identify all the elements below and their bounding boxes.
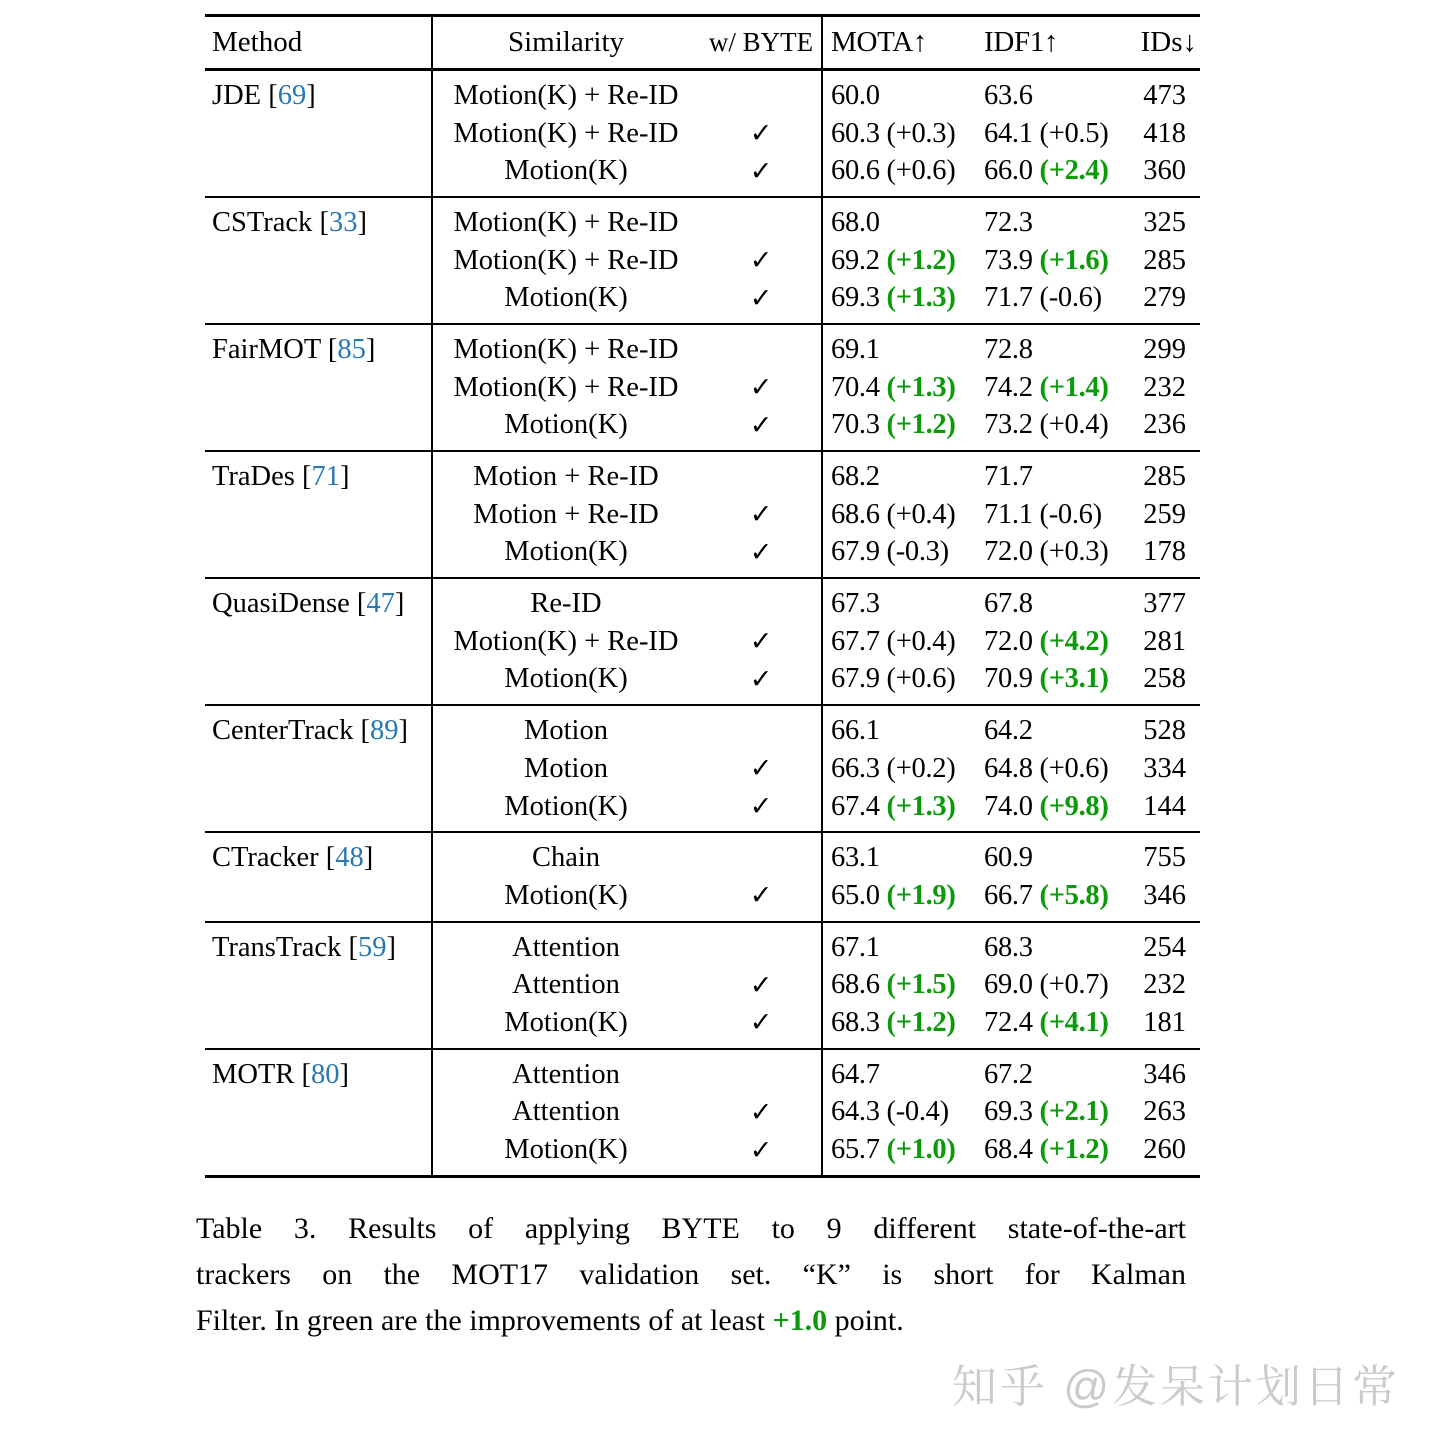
mota-cell xyxy=(822,207,975,239)
citation-ref: 33 xyxy=(328,206,358,238)
idf1-value: 64.1 xyxy=(984,117,1033,149)
ids-cell: 285 xyxy=(1143,461,1186,493)
col-header-method: Method xyxy=(212,26,303,58)
mota-cell xyxy=(822,842,975,874)
idf1-value: 66.7 xyxy=(984,879,1033,911)
idf1-cell xyxy=(975,842,1135,874)
ids-cell: 263 xyxy=(1143,1096,1186,1128)
checkmark-icon: ✓ xyxy=(749,1096,773,1127)
caption-green-value: +1.0 xyxy=(772,1304,828,1337)
idf1-delta: (+2.4) xyxy=(1039,155,1109,187)
idf1-cell xyxy=(975,207,1135,239)
mota-delta: (+1.2) xyxy=(886,1006,956,1038)
idf1-cell xyxy=(975,536,1135,568)
idf1-cell xyxy=(975,1007,1135,1039)
idf1-cell xyxy=(975,588,1135,620)
similarity-cell: Motion(K) xyxy=(504,879,628,911)
checkmark-icon: ✓ xyxy=(749,536,773,567)
citation-bracket: [ xyxy=(353,715,371,747)
idf1-value: 72.4 xyxy=(984,1006,1033,1038)
mota-delta: (+1.3) xyxy=(886,371,956,403)
caption-line: Table 3. Results of applying BYTE to 9 different state-of-the-art xyxy=(196,1212,1186,1245)
idf1-value: 71.7 xyxy=(984,461,1033,493)
byte-cell xyxy=(700,118,822,149)
citation-ref: 59 xyxy=(357,931,387,963)
ids-cell: 258 xyxy=(1143,663,1186,695)
idf1-cell xyxy=(975,1096,1135,1128)
mota-value: 66.1 xyxy=(831,715,880,747)
mota-cell xyxy=(822,932,975,964)
col-header-ids: IDs↓ xyxy=(1140,26,1197,58)
idf1-value: 69.3 xyxy=(984,1096,1033,1128)
column-divider-byte xyxy=(821,17,823,1175)
idf1-cell xyxy=(975,499,1135,531)
mota-value: 67.3 xyxy=(831,588,880,620)
checkmark-icon: ✓ xyxy=(749,1007,773,1038)
method-name: MOTR xyxy=(212,1058,295,1090)
mota-value: 60.0 xyxy=(831,79,880,111)
idf1-value: 68.3 xyxy=(984,931,1033,963)
citation-bracket: ] xyxy=(363,842,374,874)
method-group xyxy=(205,579,1200,706)
mota-cell xyxy=(822,536,975,568)
ids-cell: 279 xyxy=(1143,282,1186,314)
idf1-value: 63.6 xyxy=(984,79,1033,111)
checkmark-icon: ✓ xyxy=(749,282,773,313)
mota-value: 68.2 xyxy=(831,461,880,493)
method-group xyxy=(205,1050,1200,1175)
ids-cell: 360 xyxy=(1143,155,1186,187)
similarity-cell: Motion + Re-ID xyxy=(473,498,659,530)
method-cell xyxy=(205,588,432,620)
idf1-cell xyxy=(975,791,1135,823)
method-cell xyxy=(205,1059,432,1091)
idf1-cell xyxy=(975,715,1135,747)
byte-cell xyxy=(700,283,822,314)
ids-cell: 346 xyxy=(1143,1058,1186,1090)
idf1-value: 66.0 xyxy=(984,155,1033,187)
similarity-cell: Motion(K) xyxy=(504,155,628,187)
similarity-cell: Motion(K) xyxy=(504,663,628,695)
checkmark-icon: ✓ xyxy=(749,245,773,276)
idf1-cell xyxy=(975,461,1135,493)
caption-text: point. xyxy=(827,1304,904,1337)
citation-bracket: ] xyxy=(357,206,367,238)
checkmark-icon: ✓ xyxy=(749,118,773,149)
checkmark-icon: ✓ xyxy=(749,372,773,403)
idf1-delta: (+9.8) xyxy=(1039,790,1109,822)
checkmark-icon: ✓ xyxy=(749,409,773,440)
method-name: CTracker xyxy=(212,842,319,874)
byte-cell xyxy=(700,1007,822,1038)
method-cell xyxy=(205,461,432,493)
idf1-value: 72.8 xyxy=(984,333,1033,365)
idf1-value: 64.2 xyxy=(984,715,1033,747)
caption-line: trackers on the MOT17 validation set. “K” is short for Kalman xyxy=(196,1258,1186,1291)
checkmark-icon: ✓ xyxy=(749,499,773,530)
column-divider-method xyxy=(431,17,433,1175)
mota-value: 60.3 xyxy=(831,117,880,149)
idf1-value: 73.2 xyxy=(984,409,1033,441)
idf1-cell xyxy=(975,753,1135,785)
idf1-delta: (-0.6) xyxy=(1039,282,1102,314)
checkmark-icon: ✓ xyxy=(749,1134,773,1165)
similarity-cell: Motion(K) + Re-ID xyxy=(453,333,679,365)
idf1-value: 73.9 xyxy=(984,244,1033,276)
idf1-value: 67.2 xyxy=(984,1058,1033,1090)
similarity-cell: Motion + Re-ID xyxy=(473,461,659,493)
method-name: FairMOT xyxy=(212,333,321,365)
mota-value: 64.3 xyxy=(831,1096,880,1128)
citation-bracket: [ xyxy=(349,588,367,620)
col-header-idf1: IDF1↑ xyxy=(984,26,1059,58)
similarity-cell: Motion(K) xyxy=(504,536,628,568)
citation-bracket: ] xyxy=(340,461,350,493)
mota-cell xyxy=(822,880,975,912)
citation-bracket: [ xyxy=(261,79,278,111)
idf1-value: 71.1 xyxy=(984,498,1033,530)
citation-bracket: [ xyxy=(318,842,336,874)
idf1-value: 74.2 xyxy=(984,371,1033,403)
table-body xyxy=(205,71,1200,1175)
idf1-cell xyxy=(975,245,1135,277)
citation-ref: 85 xyxy=(337,333,366,365)
mota-cell xyxy=(822,282,975,314)
idf1-delta: (+0.4) xyxy=(1039,409,1109,441)
mota-delta: (+0.4) xyxy=(886,498,956,530)
citation-bracket: [ xyxy=(312,206,329,238)
idf1-delta: (+0.6) xyxy=(1039,752,1109,784)
mota-delta: (+1.2) xyxy=(886,244,956,276)
mota-delta: (+1.3) xyxy=(886,282,956,314)
mota-delta: (+0.6) xyxy=(886,663,956,695)
similarity-cell: Motion(K) xyxy=(504,409,628,441)
byte-cell xyxy=(700,1097,822,1128)
mota-delta: (+1.9) xyxy=(886,879,956,911)
mota-cell xyxy=(822,461,975,493)
citation-bracket: [ xyxy=(294,1058,311,1090)
mota-value: 70.3 xyxy=(831,409,880,441)
ids-cell: 144 xyxy=(1143,790,1186,822)
idf1-cell xyxy=(975,932,1135,964)
ids-cell: 325 xyxy=(1143,206,1186,238)
ids-cell: 334 xyxy=(1143,752,1186,784)
mota-value: 60.6 xyxy=(831,155,880,187)
idf1-value: 70.9 xyxy=(984,663,1033,695)
method-name: JDE xyxy=(212,79,262,111)
mota-cell xyxy=(822,588,975,620)
similarity-cell: Attention xyxy=(512,931,620,963)
byte-cell xyxy=(700,791,822,822)
mota-value: 69.1 xyxy=(831,333,880,365)
method-group xyxy=(205,198,1200,325)
similarity-cell: Re-ID xyxy=(530,588,602,620)
col-header-byte: w/ BYTE xyxy=(708,27,814,57)
ids-cell: 178 xyxy=(1143,536,1186,568)
mota-value: 63.1 xyxy=(831,842,880,874)
similarity-cell: Motion(K) xyxy=(504,282,628,314)
mota-value: 65.7 xyxy=(831,1134,880,1166)
checkmark-icon: ✓ xyxy=(749,663,773,694)
idf1-cell xyxy=(975,155,1135,187)
mota-value: 70.4 xyxy=(831,371,880,403)
table-header-row xyxy=(205,17,1200,71)
citation-bracket: [ xyxy=(341,931,358,963)
byte-cell xyxy=(700,664,822,695)
mota-delta: (+1.0) xyxy=(886,1134,956,1166)
checkmark-icon: ✓ xyxy=(749,626,773,657)
method-cell xyxy=(205,334,432,366)
idf1-delta: (+1.6) xyxy=(1039,244,1109,276)
ids-cell: 473 xyxy=(1143,79,1186,111)
idf1-value: 72.0 xyxy=(984,625,1033,657)
mota-cell xyxy=(822,409,975,441)
mota-delta: (-0.4) xyxy=(886,1096,949,1128)
ids-cell: 418 xyxy=(1143,117,1186,149)
similarity-cell: Motion(K) xyxy=(504,1006,628,1038)
mota-cell xyxy=(822,663,975,695)
idf1-cell xyxy=(975,880,1135,912)
ids-cell: 281 xyxy=(1143,625,1186,657)
idf1-cell xyxy=(975,626,1135,658)
method-group xyxy=(205,706,1200,833)
mota-value: 67.1 xyxy=(831,931,880,963)
method-name: QuasiDense xyxy=(212,588,350,620)
mota-cell xyxy=(822,1096,975,1128)
citation-bracket: [ xyxy=(320,333,338,365)
idf1-cell xyxy=(975,1134,1135,1166)
ids-cell: 236 xyxy=(1143,409,1186,441)
mota-delta: (+0.4) xyxy=(886,625,956,657)
citation-ref: 89 xyxy=(370,715,399,747)
ids-cell: 299 xyxy=(1143,333,1186,365)
ids-cell: 232 xyxy=(1143,371,1186,403)
citation-ref: 71 xyxy=(311,461,340,493)
mota-value: 64.7 xyxy=(831,1058,880,1090)
similarity-cell: Motion(K) xyxy=(504,1134,628,1166)
mota-value: 67.4 xyxy=(831,790,880,822)
byte-cell xyxy=(700,372,822,403)
similarity-cell: Motion xyxy=(524,752,608,784)
method-group xyxy=(205,923,1200,1050)
mota-cell xyxy=(822,715,975,747)
idf1-cell xyxy=(975,969,1135,1001)
zhihu-watermark: 知乎 @发呆计划日常 xyxy=(951,1361,1400,1412)
mota-value: 68.6 xyxy=(831,969,880,1001)
idf1-delta: (+4.1) xyxy=(1039,1006,1109,1038)
mota-delta: (-0.3) xyxy=(886,536,949,568)
checkmark-icon: ✓ xyxy=(749,155,773,186)
mota-delta: (+0.3) xyxy=(886,117,956,149)
checkmark-icon: ✓ xyxy=(749,791,773,822)
citation-bracket: [ xyxy=(294,461,312,493)
idf1-cell xyxy=(975,1059,1135,1091)
method-cell xyxy=(205,842,432,874)
method-group xyxy=(205,452,1200,579)
mota-cell xyxy=(822,969,975,1001)
similarity-cell: Motion(K) + Re-ID xyxy=(453,117,679,149)
mota-delta: (+1.2) xyxy=(886,409,956,441)
byte-cell xyxy=(700,499,822,530)
method-cell xyxy=(205,207,432,239)
citation-bracket: ] xyxy=(386,931,396,963)
idf1-delta: (-0.6) xyxy=(1039,498,1102,530)
mota-value: 69.3 xyxy=(831,282,880,314)
byte-cell xyxy=(700,753,822,784)
mota-cell xyxy=(822,245,975,277)
similarity-cell: Attention xyxy=(512,1096,620,1128)
mota-cell xyxy=(822,1007,975,1039)
byte-cell xyxy=(700,1135,822,1166)
method-name: CenterTrack xyxy=(212,715,354,747)
method-name: TraDes xyxy=(212,461,295,493)
idf1-cell xyxy=(975,409,1135,441)
ids-cell: 528 xyxy=(1143,715,1186,747)
byte-cell xyxy=(700,245,822,276)
byte-cell xyxy=(700,537,822,568)
ids-cell: 260 xyxy=(1143,1134,1186,1166)
caption-line xyxy=(196,1298,1186,1344)
checkmark-icon: ✓ xyxy=(749,969,773,1000)
idf1-value: 68.4 xyxy=(984,1134,1033,1166)
citation-bracket: ] xyxy=(394,588,405,620)
similarity-cell: Motion(K) + Re-ID xyxy=(453,206,679,238)
mota-cell xyxy=(822,80,975,112)
byte-cell xyxy=(700,626,822,657)
method-group xyxy=(205,71,1200,198)
method-cell xyxy=(205,932,432,964)
checkmark-icon: ✓ xyxy=(749,753,773,784)
caption-text: Filter. In green are the improvements of at least xyxy=(196,1304,773,1337)
checkmark-icon: ✓ xyxy=(749,880,773,911)
mota-cell xyxy=(822,499,975,531)
citation-ref: 47 xyxy=(366,588,395,620)
citation-ref: 48 xyxy=(335,842,364,874)
mota-cell xyxy=(822,1134,975,1166)
mota-value: 65.0 xyxy=(831,879,880,911)
idf1-value: 67.8 xyxy=(984,588,1033,620)
method-group xyxy=(205,325,1200,452)
ids-cell: 285 xyxy=(1143,244,1186,276)
similarity-cell: Chain xyxy=(531,842,601,874)
mota-delta: (+0.6) xyxy=(886,155,956,187)
similarity-cell: Motion(K) xyxy=(504,790,628,822)
method-cell xyxy=(205,80,432,112)
col-header-similarity: Similarity xyxy=(508,26,624,58)
mota-cell xyxy=(822,334,975,366)
mota-value: 68.6 xyxy=(831,498,880,530)
mota-cell xyxy=(822,118,975,150)
similarity-cell: Motion(K) + Re-ID xyxy=(453,625,679,657)
byte-cell xyxy=(700,880,822,911)
table-caption xyxy=(196,1206,1186,1344)
mota-delta: (+1.5) xyxy=(886,969,956,1001)
idf1-delta: (+3.1) xyxy=(1039,663,1109,695)
citation-ref: 69 xyxy=(277,79,307,111)
mota-cell xyxy=(822,155,975,187)
idf1-delta: (+0.3) xyxy=(1039,536,1109,568)
mota-value: 67.9 xyxy=(831,536,880,568)
idf1-cell xyxy=(975,282,1135,314)
mota-cell xyxy=(822,372,975,404)
idf1-delta: (+4.2) xyxy=(1039,625,1109,657)
mota-cell xyxy=(822,753,975,785)
byte-cell xyxy=(700,970,822,1001)
idf1-value: 64.8 xyxy=(984,752,1033,784)
ids-cell: 755 xyxy=(1143,842,1186,874)
ids-cell: 259 xyxy=(1143,498,1186,530)
mota-delta: (+1.3) xyxy=(886,790,956,822)
byte-cell xyxy=(700,156,822,187)
idf1-delta: (+1.2) xyxy=(1039,1134,1109,1166)
idf1-value: 69.0 xyxy=(984,969,1033,1001)
mota-value: 69.2 xyxy=(831,244,880,276)
mota-value: 67.7 xyxy=(831,625,880,657)
idf1-cell xyxy=(975,118,1135,150)
idf1-value: 72.0 xyxy=(984,536,1033,568)
similarity-cell: Motion xyxy=(524,715,608,747)
idf1-cell xyxy=(975,80,1135,112)
ids-cell: 346 xyxy=(1143,879,1186,911)
idf1-value: 71.7 xyxy=(984,282,1033,314)
method-name: TransTrack xyxy=(212,931,342,963)
method-name: CSTrack xyxy=(212,206,313,238)
mota-cell xyxy=(822,1059,975,1091)
mota-cell xyxy=(822,626,975,658)
citation-bracket: ] xyxy=(398,715,409,747)
mota-value: 67.9 xyxy=(831,663,880,695)
idf1-cell xyxy=(975,372,1135,404)
method-group xyxy=(205,833,1200,922)
ids-cell: 377 xyxy=(1143,588,1186,620)
citation-bracket: ] xyxy=(306,79,316,111)
ids-cell: 232 xyxy=(1143,969,1186,1001)
idf1-cell xyxy=(975,334,1135,366)
similarity-cell: Attention xyxy=(512,1058,620,1090)
similarity-cell: Attention xyxy=(512,969,620,1001)
idf1-delta: (+0.7) xyxy=(1039,969,1109,1001)
similarity-cell: Motion(K) + Re-ID xyxy=(453,79,679,111)
idf1-delta: (+0.5) xyxy=(1039,117,1109,149)
ids-cell: 254 xyxy=(1143,931,1186,963)
col-header-mota: MOTA↑ xyxy=(831,26,928,58)
idf1-delta: (+1.4) xyxy=(1039,371,1109,403)
citation-bracket: ] xyxy=(365,333,376,365)
idf1-cell xyxy=(975,663,1135,695)
mota-value: 66.3 xyxy=(831,752,880,784)
similarity-cell: Motion(K) + Re-ID xyxy=(453,371,679,403)
idf1-value: 74.0 xyxy=(984,790,1033,822)
results-table xyxy=(205,14,1200,1178)
idf1-delta: (+2.1) xyxy=(1039,1096,1109,1128)
mota-value: 68.0 xyxy=(831,206,880,238)
mota-value: 68.3 xyxy=(831,1006,880,1038)
citation-ref: 80 xyxy=(310,1058,340,1090)
idf1-value: 72.3 xyxy=(984,206,1033,238)
mota-delta: (+0.2) xyxy=(886,752,956,784)
ids-cell: 181 xyxy=(1143,1006,1186,1038)
idf1-delta: (+5.8) xyxy=(1039,879,1109,911)
idf1-value: 60.9 xyxy=(984,842,1033,874)
method-cell xyxy=(205,715,432,747)
mota-cell xyxy=(822,791,975,823)
byte-cell xyxy=(700,410,822,441)
citation-bracket: ] xyxy=(339,1058,349,1090)
similarity-cell: Motion(K) + Re-ID xyxy=(453,244,679,276)
